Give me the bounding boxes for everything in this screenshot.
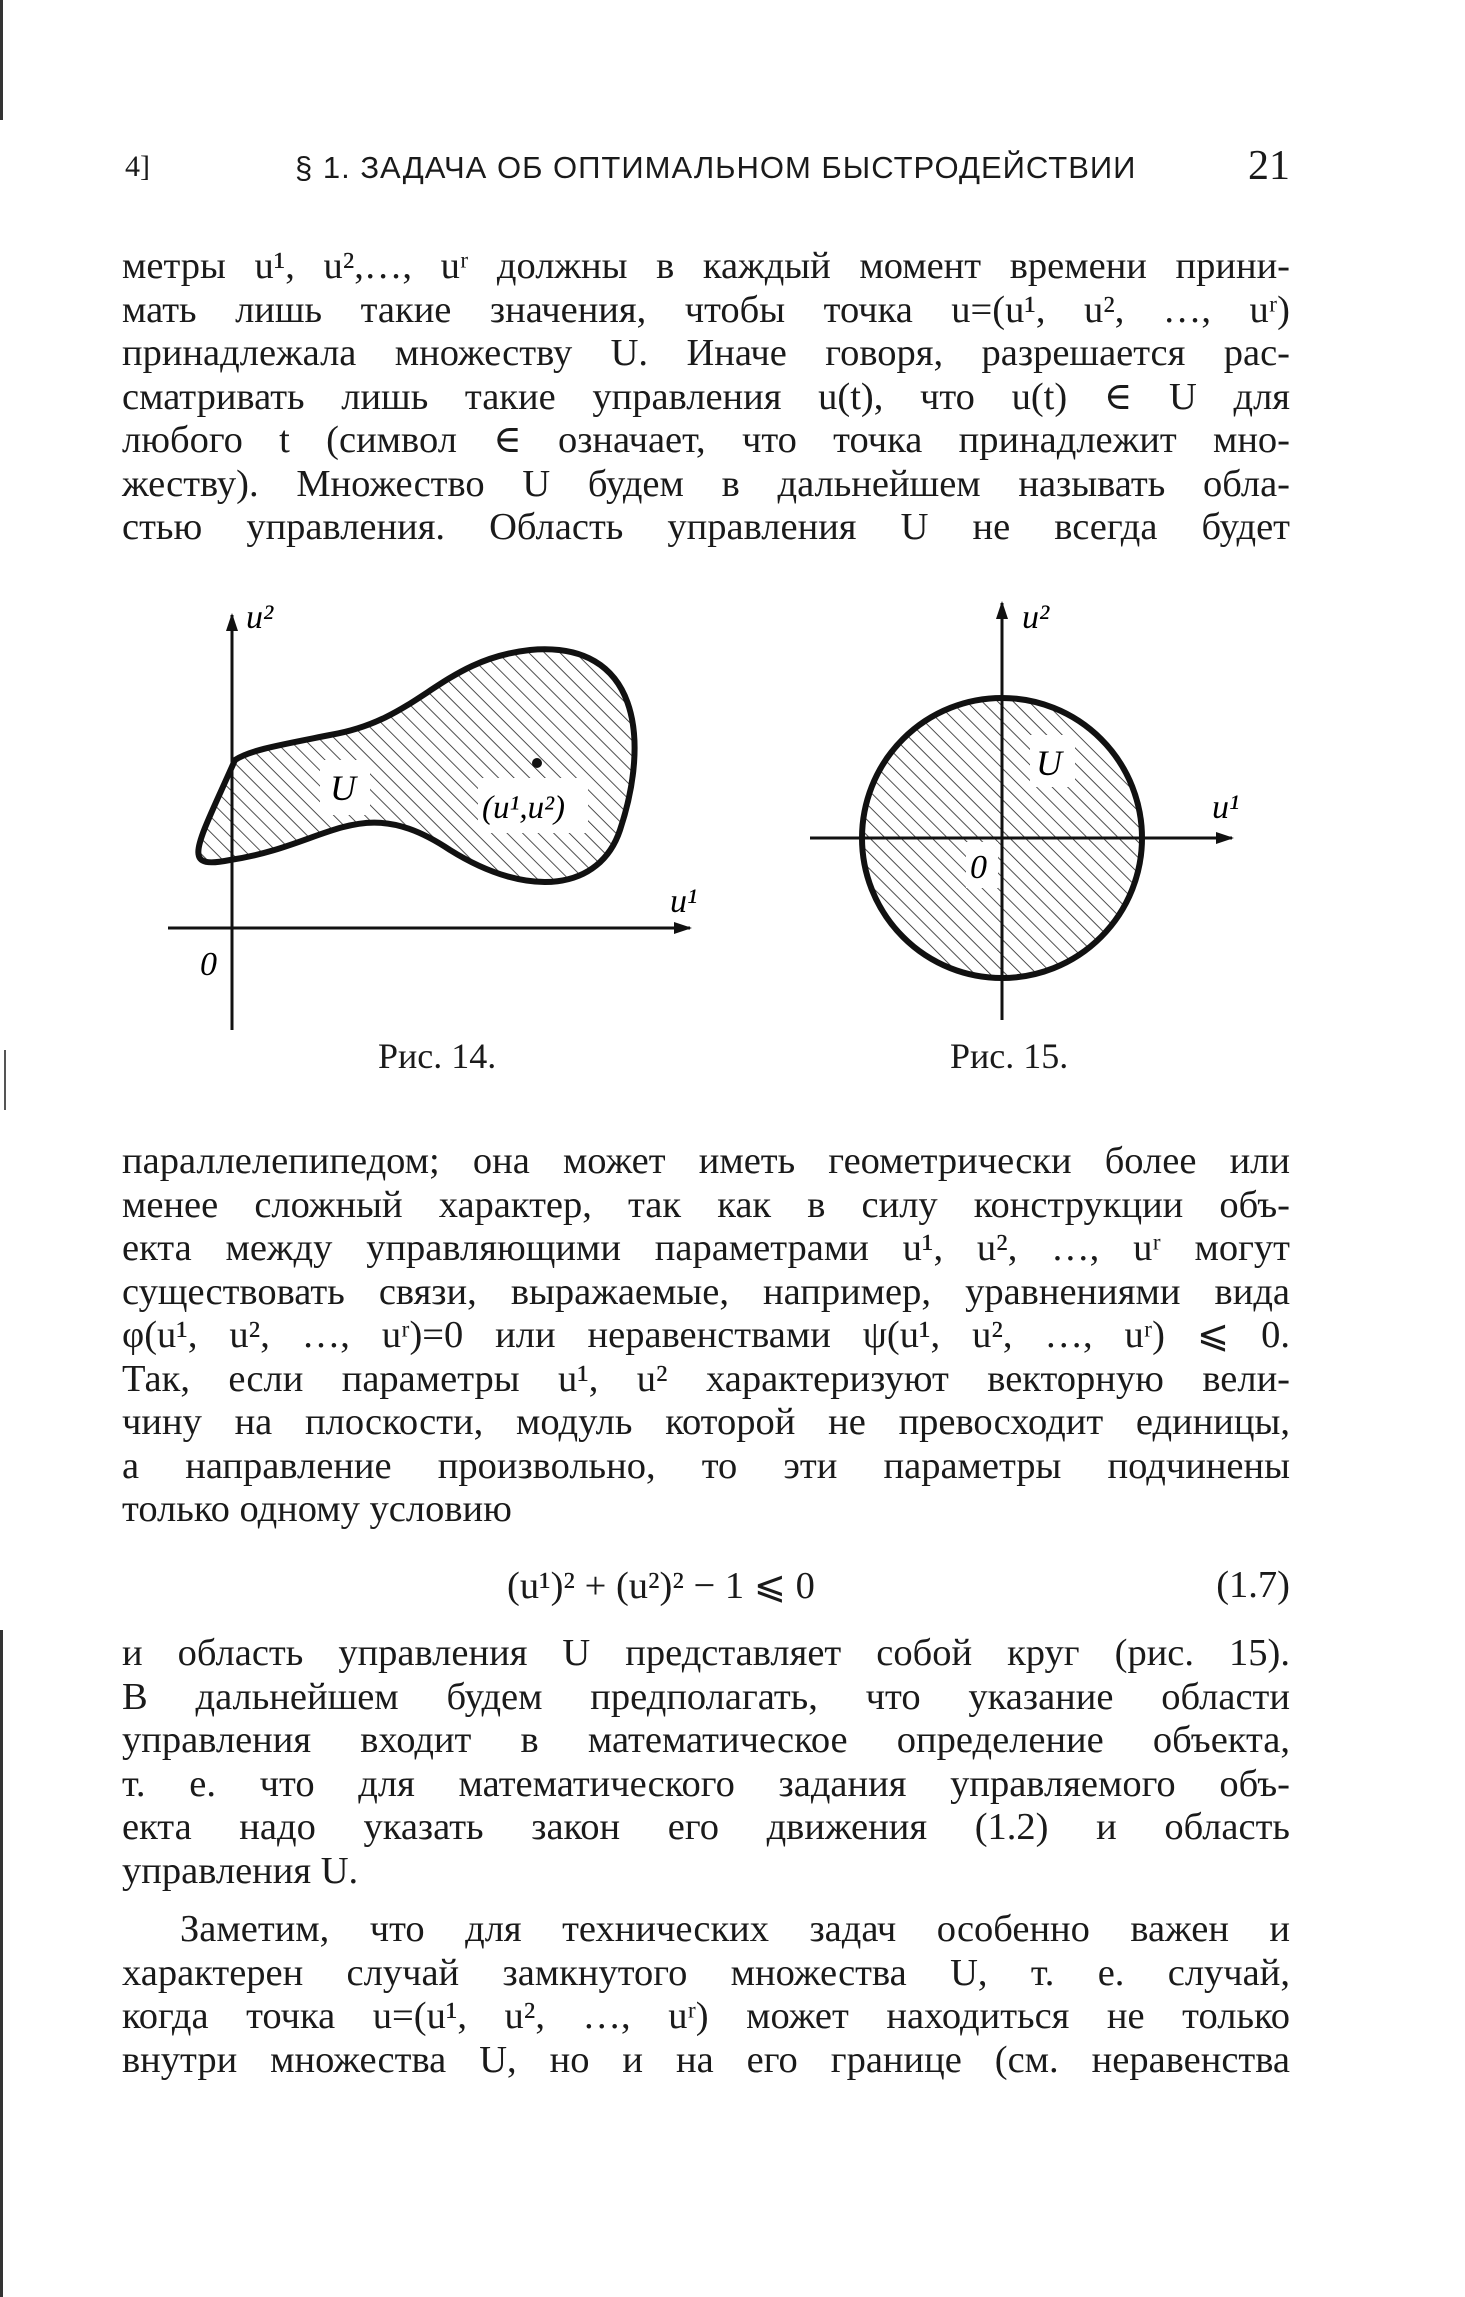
fig15-origin-label: 0 [970,849,987,886]
fig14-y-label: u² [246,599,274,636]
text-line: принадлежала множеству U. Иначе говоря, разрешается рас- [122,332,1290,374]
fig14-region-label: U [330,768,356,808]
fig14-origin-label: 0 [200,946,217,983]
control-region-blob [198,649,634,882]
equation-number: (1.7) [1216,1564,1290,1606]
paragraph-4 [122,1908,1290,2082]
text-line: т. е. что для математического задания управляемого объ- [122,1762,1290,1805]
text-line: Заметим, что для технических задач особенно важен и [180,1908,1290,1950]
fig14-x-label: u¹ [670,883,698,920]
fig15-y-label: u² [1022,599,1050,636]
section-title: § 1. ЗАДАЧА ОБ ОПТИМАЛЬНОМ БЫСТРОДЕЙСТВИИ [295,150,1137,185]
figure-15 [810,599,1239,1020]
scan-edge-line [0,1630,3,2297]
text-line: метры u¹, u²,…, uʳ должны в каждый момент времени прини- [122,245,1290,287]
paragraph-2 [122,1140,1290,1532]
text-line: любого t (символ ∈ означает, что точка принадлежит мно- [122,419,1290,461]
fig14-point-label: (u¹,u²) [482,790,566,826]
fig15-region-label: U [1036,743,1062,783]
text-line: только одному условию [122,1488,512,1530]
equation-1-7 [122,1563,1290,1613]
text-line: параллелепипедом; она может иметь геометрически более или [122,1140,1290,1182]
point-marker [532,758,542,768]
figures [0,0,1465,1100]
text-line: а направление произвольно, то эти параметры подчинены [122,1444,1290,1487]
figure-15-caption: Рис. 15. [950,1036,1069,1076]
text-line: когда точка u=(u¹, u², …, uʳ) может находиться не только [122,1995,1290,2037]
text-line: управления входит в математическое определение объекта, [122,1719,1290,1761]
text-line: мать лишь такие значения, чтобы точка u=(u¹, u², …, uʳ) [122,288,1290,331]
text-line: менее сложный характер, так как в силу конструкции объ- [122,1183,1290,1226]
text-line: екта между управляющими параметрами u¹, u², …, uʳ могут [122,1227,1290,1269]
text-line: φ(u¹, u², …, uʳ)=0 или неравенствами ψ(u¹, u², …, uʳ) ⩽ 0. [122,1314,1290,1356]
text-line: екта надо указать закон его движения (1.2) и область [122,1806,1290,1848]
text-line: характерен случай замкнутого множества U, т. е. случай, [122,1951,1290,1994]
text-line: внутри множества U, но и на его границе (см. неравенства [122,2038,1290,2081]
text-line: чину на плоскости, модуль которой не превосходит единицы, [122,1401,1290,1443]
figure-14 [168,599,697,1030]
text-line: управления U. [122,1849,359,1892]
figure-14-caption: Рис. 14. [378,1036,497,1076]
text-line: сматривать лишь такие управления u(t), что u(t) ∈ U для [122,375,1290,418]
text-line: стью управления. Область управления U не всегда будет [122,506,1290,548]
text-line: и область управления U представляет собой круг (рис. 15). [122,1632,1290,1674]
fig15-x-label: u¹ [1212,789,1240,826]
chapter-number: 4] [125,150,150,183]
page-number: 21 [1248,143,1290,189]
text-line: В дальнейшем будем предполагать, что указание области [122,1675,1290,1718]
paragraph-3 [122,1632,1290,1893]
text-line: жеству). Множество U будем в дальнейшем называть обла- [122,462,1290,505]
text-line: Так, если параметры u¹, u² характеризуют векторную вели- [122,1357,1290,1400]
equation-formula: (u¹)² + (u²)² − 1 ⩽ 0 [507,1565,815,1607]
text-line: существовать связи, выражаемые, например, уравнениями вида [122,1270,1290,1313]
